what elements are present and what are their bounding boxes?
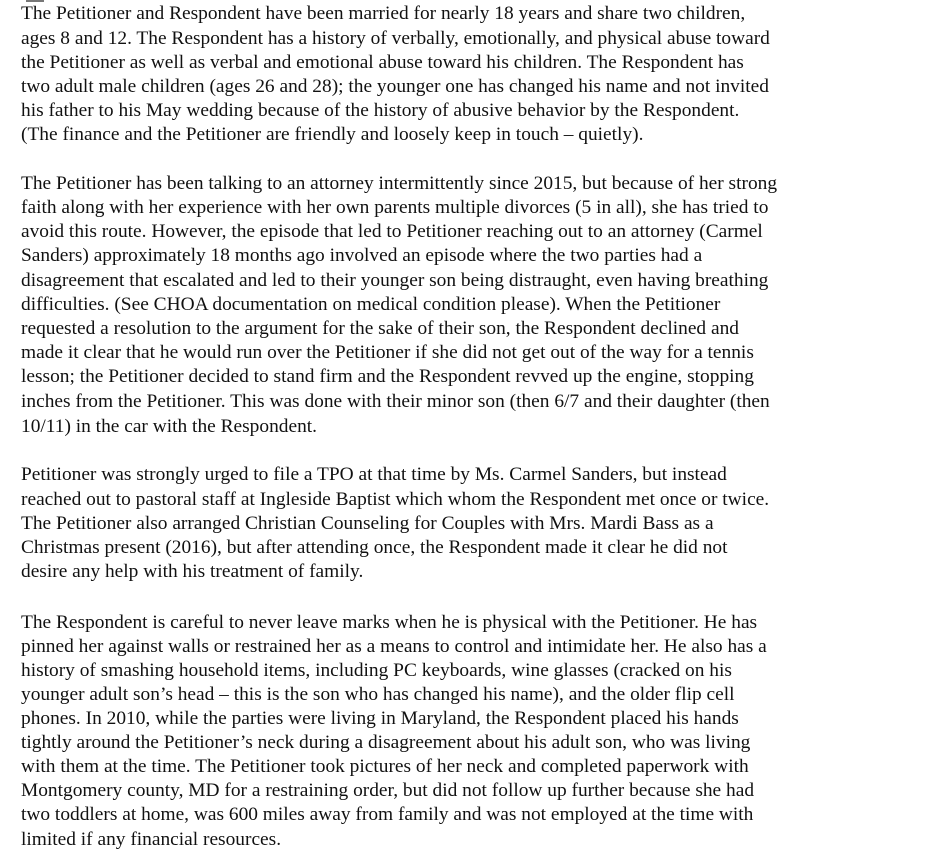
paragraph-1-line-2: ages 8 and 12. The Respondent has a history of verbally, emotionally, and physical abuse toward	[21, 28, 770, 49]
paragraph-2-line-7: requested a resolution to the argument for the sake of their son, the Respondent declined and	[21, 318, 739, 339]
paragraph-2-line-8: made it clear that he would run over the Petitioner if she did not get out of the way for a tennis	[21, 342, 754, 363]
paragraph-4-line-5: phones. In 2010, while the parties were living in Maryland, the Respondent placed his hands	[21, 708, 739, 729]
paragraph-2-line-9: lesson; the Petitioner decided to stand firm and the Respondent revved up the engine, stopping	[21, 366, 754, 387]
paragraph-4-line-6: tightly around the Petitioner’s neck during a disagreement about his adult son, who was living	[21, 732, 751, 753]
paragraph-2-line-5: disagreement that escalated and led to their younger son being distraught, even having breathing	[21, 270, 769, 291]
paragraph-2-line-10: inches from the Petitioner. This was done with their minor son (then 6/7 and their daughter (then	[21, 391, 770, 412]
paragraph-3-line-2: reached out to pastoral staff at Ingleside Baptist which whom the Respondent met once or twice.	[21, 489, 770, 510]
paragraph-4-line-3: history of smashing household items, including PC keyboards, wine glasses (cracked on his	[21, 660, 732, 681]
paragraph-2-line-6: difficulties. (See CHOA documentation on medical condition please). When the Petitioner	[21, 294, 721, 315]
paragraph-1-line-5: his father to his May wedding because of the history of abusive behavior by the Respondent.	[21, 100, 740, 121]
paragraph-4-line-8: Montgomery county, MD for a restraining order, but did not follow up further because she had	[21, 780, 755, 801]
paragraph-4-line-9: two toddlers at home, was 600 miles away from family and was not employed at the time with	[21, 804, 754, 825]
paragraph-3-line-3: The Petitioner also arranged Christian Counseling for Couples with Mrs. Mardi Bass as a	[21, 513, 714, 534]
paragraph-2-line-11: 10/11) in the car with the Respondent.	[21, 416, 318, 437]
paragraph-1-line-1: The Petitioner and Respondent have been married for nearly 18 years and share two children,	[21, 3, 746, 24]
paragraph-2-line-3: avoid this route. However, the episode that led to Petitioner reaching out to an attorney (Carmel	[21, 221, 763, 242]
paragraph-4-line-1: The Respondent is careful to never leave marks when he is physical with the Petitioner. He has	[21, 612, 758, 633]
paragraph-4-line-4: younger adult son’s head – this is the son who has changed his name), and the older flip cell	[21, 684, 735, 705]
paragraph-3-line-1: Petitioner was strongly urged to file a TPO at that time by Ms. Carmel Sanders, but instead	[21, 464, 727, 485]
paragraph-3-line-4: Christmas present (2016), but after attending once, the Respondent made it clear he did not	[21, 537, 728, 558]
paragraph-1-line-3: the Petitioner as well as verbal and emotional abuse toward his children. The Respondent has	[21, 52, 744, 73]
paragraph-3-line-5: desire any help with his treatment of family.	[21, 561, 364, 582]
paragraph-4-line-7: with them at the time. The Petitioner took pictures of her neck and completed paperwork with	[21, 756, 749, 777]
paragraph-2-line-2: faith along with her experience with her own parents multiple divorces (5 in all), she has tried to	[21, 197, 769, 218]
paragraph-4-line-10: limited if any financial resources.	[21, 829, 282, 850]
paragraph-4-line-2: pinned her against walls or restrained her as a means to control and intimidate her. He also has a	[21, 636, 767, 657]
paragraph-1-line-4: two adult male children (ages 26 and 28); the younger one has changed his name and not invited	[21, 76, 769, 97]
paragraph-2-line-4: Sanders) approximately 18 months ago involved an episode where the two parties had a	[21, 245, 703, 266]
scan-mark	[26, 0, 44, 2]
paragraph-2-line-1: The Petitioner has been talking to an attorney intermittently since 2015, but because of her strong	[21, 173, 778, 194]
paragraph-1-line-6: (The finance and the Petitioner are friendly and loosely keep in touch – quietly).	[21, 124, 644, 145]
